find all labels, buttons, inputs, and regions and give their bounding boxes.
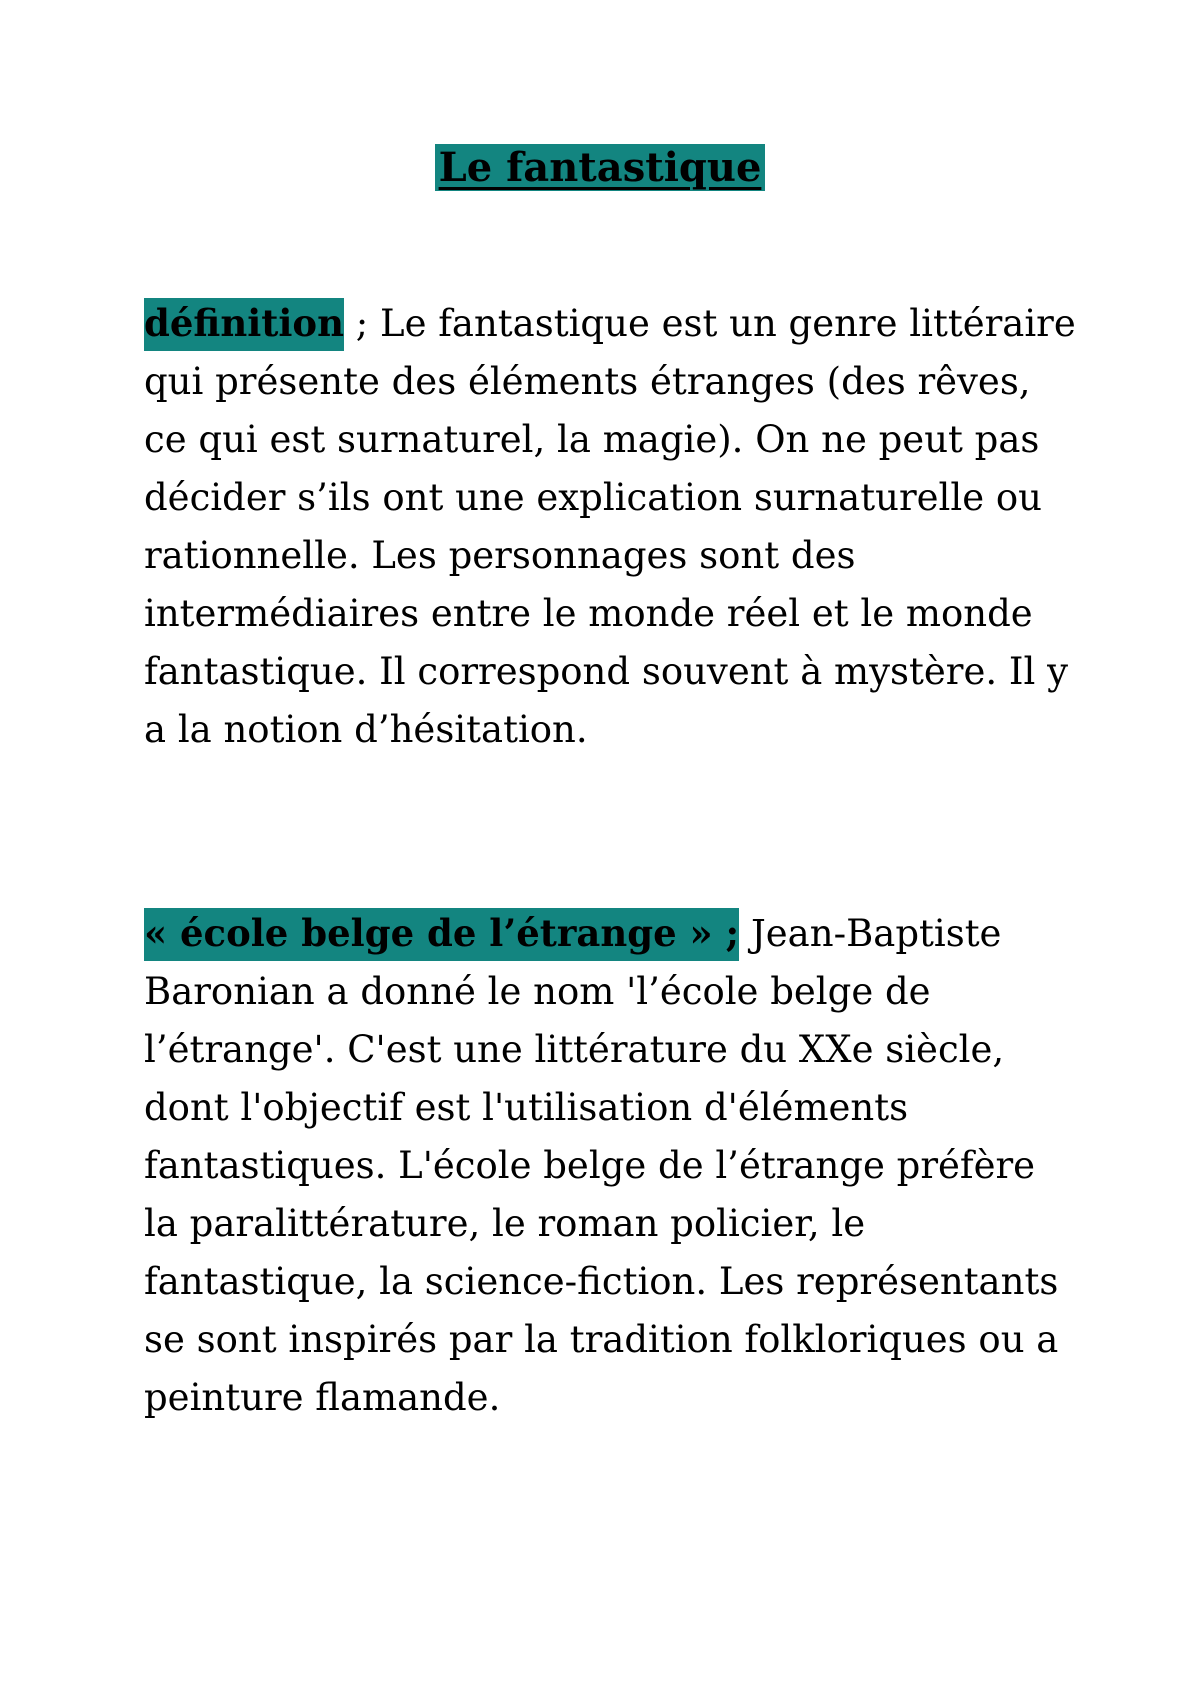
ecole-belge-paragraph bbox=[144, 904, 1080, 1427]
page-title-text: Le fantastique bbox=[435, 144, 766, 191]
ecole-belge-text: Jean-Baptiste Baronian a donné le nom 'l’école belge de l’étrange'. C'est une littérature du XXe siècle, dont l'objectif est l'utilisation d'éléments fantastiques. L'école belge de l’étrange préfère la paralittérature, le roman policier, le fantastique, la science-fiction. Les représentants se sont inspirés par la tradition folkloriques ou a peinture flamande. bbox=[144, 912, 1059, 1419]
definition-term: définition bbox=[144, 298, 344, 351]
definition-paragraph bbox=[144, 294, 1080, 759]
ecole-belge-term: « école belge de l’étrange » ; bbox=[144, 908, 739, 961]
definition-separator: ; bbox=[344, 302, 369, 345]
page-title bbox=[0, 138, 1200, 198]
definition-text: Le fantastique est un genre littéraire qui présente des éléments étranges (des rêves, ce qui est surnaturel, la magie). On ne peut pas décider s’ils ont une explication surnaturelle ou rationnelle. Les personnages sont des intermédiaires entre le monde réel et le monde fantastique. Il correspond souvent à mystère. Il y a la notion d’hésitation. bbox=[144, 302, 1076, 751]
